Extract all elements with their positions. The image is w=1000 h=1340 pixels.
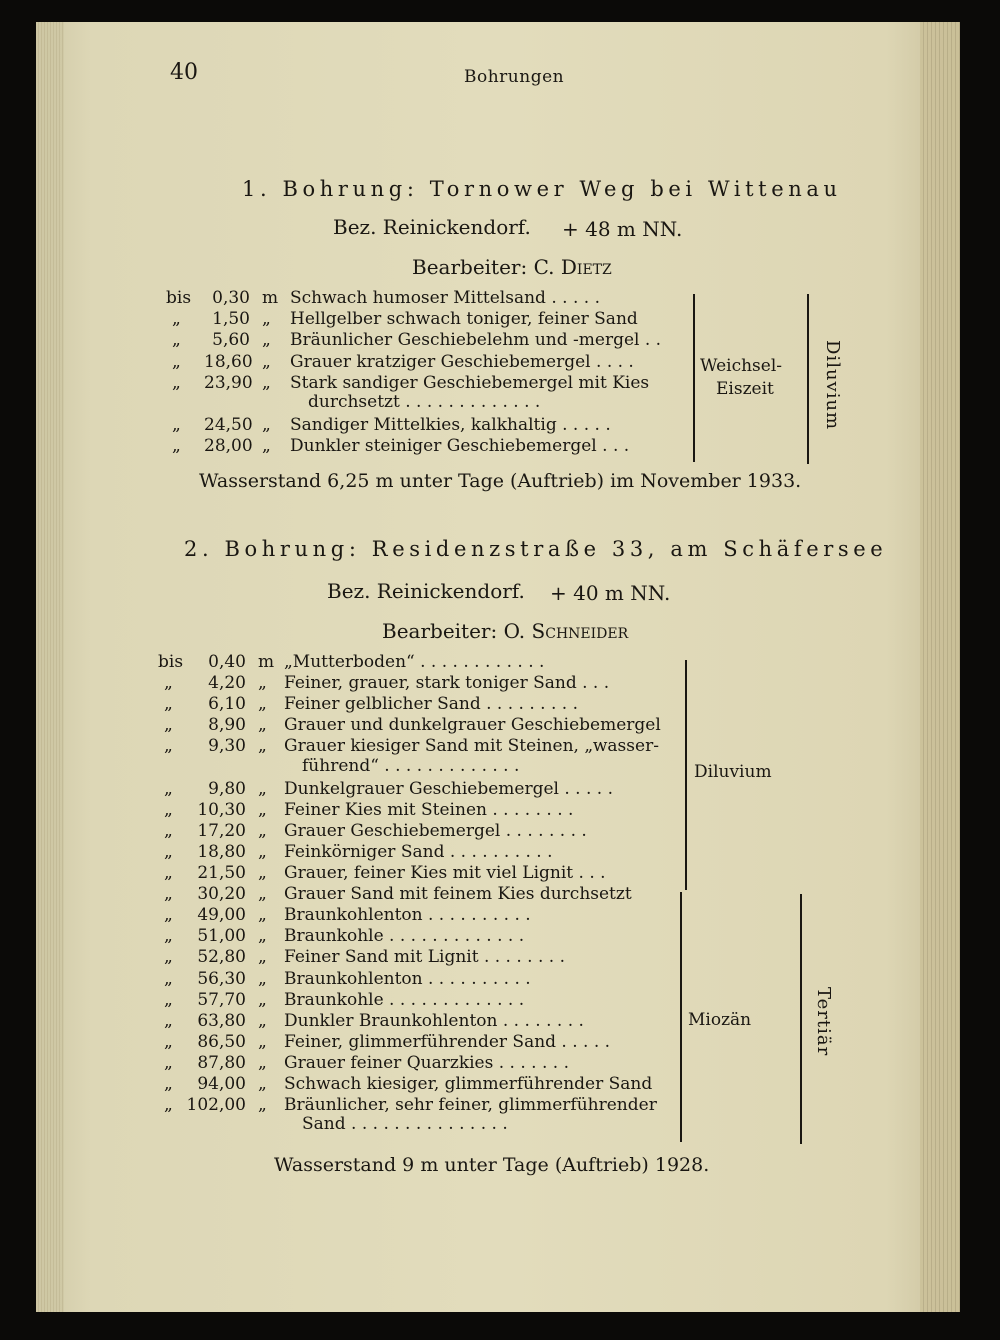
layer-row (158, 842, 688, 863)
depth-unit: „ (258, 820, 267, 841)
depth-unit: „ (258, 841, 267, 862)
bracket-weichsel (693, 294, 695, 462)
borehole-1-editor (412, 255, 612, 279)
depth-prefix: „ (164, 947, 173, 968)
layer-description: Grauer, feiner Kies mit viel Lignit . . . (284, 863, 606, 883)
book-page (36, 22, 960, 1312)
borehole-2-district: Bez. Reinickendorf. (327, 579, 525, 603)
layer-description: Hellgelber schwach toniger, feiner Sand (290, 309, 638, 330)
depth-unit: m (262, 288, 279, 308)
depth-unit: „ (258, 905, 267, 926)
depth-unit: m (258, 652, 275, 672)
depth-prefix: „ (164, 989, 173, 1010)
bracket-miozaen (680, 892, 682, 1142)
layer-description: „Mutterboden“ . . . . . . . . . . . . (284, 652, 545, 672)
layer-description: Braunkohlenton . . . . . . . . . . (284, 905, 531, 926)
depth-unit: „ (258, 926, 267, 947)
depth-value: 52,80 (197, 947, 246, 968)
borehole-1-district: Bez. Reinickendorf. (333, 215, 531, 239)
layer-row (166, 309, 696, 330)
layer-row (158, 694, 688, 715)
depth-unit: „ (258, 1052, 267, 1073)
depth-prefix: bis (166, 288, 192, 308)
layer-description: Grauer Sand mit feinem Kies durchsetzt (284, 884, 632, 905)
layer-description: Stark sandiger Geschiebemergel mit Kies (290, 372, 650, 393)
borehole-2-title: 2. Bohrung: Residenzstraße 33, am Schäfersee (184, 537, 888, 561)
editor-name: Dietz (560, 255, 612, 279)
depth-value: 94,00 (197, 1074, 246, 1094)
depth-unit: „ (258, 968, 267, 989)
layer-row (166, 330, 696, 351)
depth-prefix: „ (164, 694, 173, 715)
depth-value: 0,40 (208, 652, 246, 672)
depth-unit: „ (262, 351, 271, 372)
depth-unit: „ (262, 436, 271, 457)
group-label-line-2: Eiszeit (716, 379, 774, 399)
borehole-2-editor (382, 619, 628, 643)
depth-prefix: „ (164, 799, 173, 820)
depth-prefix: „ (164, 820, 173, 841)
depth-prefix: „ (164, 841, 173, 862)
depth-value: 87,80 (197, 1052, 246, 1073)
layer-row (158, 673, 688, 694)
depth-prefix: „ (172, 415, 181, 436)
depth-prefix: „ (172, 309, 181, 330)
depth-value: 102,00 (186, 1095, 246, 1116)
depth-unit: „ (258, 736, 267, 757)
depth-value: 6,10 (208, 694, 246, 715)
depth-prefix: „ (172, 372, 181, 393)
bracket-diluvium (807, 294, 809, 464)
editor-label: Bearbeiter: O. (382, 619, 526, 643)
depth-prefix: „ (172, 351, 181, 372)
layer-description: Braunkohle . . . . . . . . . . . . . (284, 926, 525, 947)
layer-description: Sandiger Mittelkies, kalkhaltig . . . . . (290, 415, 611, 436)
depth-unit: „ (262, 415, 271, 436)
depth-prefix: „ (164, 673, 173, 694)
bracket-diluvium-2 (685, 660, 687, 890)
depth-unit: „ (258, 799, 267, 820)
layer-row (158, 1095, 688, 1116)
layer-description: Feiner Kies mit Steinen . . . . . . . . (284, 799, 574, 820)
depth-prefix: „ (164, 715, 173, 736)
layer-row (158, 652, 688, 673)
depth-prefix: „ (164, 1095, 173, 1116)
layer-row (158, 863, 688, 884)
layer-description: Feiner, glimmerführender Sand . . . . . (284, 1031, 611, 1052)
layer-description: Feiner, grauer, stark toniger Sand . . . (284, 673, 610, 694)
depth-prefix: „ (164, 1074, 173, 1094)
layer-row (158, 779, 688, 800)
depth-unit: „ (262, 330, 271, 351)
depth-value: 63,80 (197, 1010, 246, 1031)
layer-row (158, 715, 688, 736)
layer-description: Bräunlicher Geschiebelehm und -mergel . . (290, 330, 662, 351)
depth-unit: „ (258, 694, 267, 715)
layer-row (158, 990, 688, 1011)
layer-description-continuation: durchsetzt . . . . . . . . . . . . . (308, 392, 541, 412)
layer-description: Schwach humoser Mittelsand . . . . . (290, 288, 600, 308)
layer-row (166, 288, 696, 309)
group-label-miozaen: Miozän (688, 1010, 752, 1030)
layer-description: Dunkelgrauer Geschiebemergel . . . . . (284, 778, 614, 799)
group-label-line-1: Weichsel- (700, 356, 783, 376)
layer-description: Grauer kratziger Geschiebemergel . . . . (290, 351, 634, 372)
page-gutter (36, 22, 64, 1312)
borehole-2-elevation: + 40 m NN. (550, 581, 671, 605)
layer-row (158, 821, 688, 842)
depth-prefix: „ (164, 778, 173, 799)
era-label-tertiaer: Tertiär (813, 987, 834, 1057)
depth-value: 9,30 (208, 736, 246, 757)
depth-value: 51,00 (197, 926, 246, 947)
layer-row (158, 1074, 688, 1095)
layer-description: Feinkörniger Sand . . . . . . . . . . (284, 841, 553, 862)
layer-description: Grauer und dunkelgrauer Geschiebemergel (284, 715, 661, 736)
depth-value: 1,50 (212, 309, 250, 330)
borehole-1-water-level: Wasserstand 6,25 m unter Tage (Auftrieb) im November 1933. (199, 470, 802, 492)
depth-value: 23,90 (204, 372, 253, 393)
layer-row (158, 800, 688, 821)
depth-unit: „ (258, 884, 267, 905)
group-label-diluvium: Diluvium (694, 762, 772, 782)
borehole-1-elevation: + 48 m NN. (562, 217, 683, 241)
depth-value: 18,60 (204, 351, 253, 372)
layer-row (158, 1011, 688, 1032)
depth-prefix: „ (172, 330, 181, 351)
depth-unit: „ (258, 1010, 267, 1031)
borehole-2-water-level: Wasserstand 9 m unter Tage (Auftrieb) 1928. (274, 1154, 710, 1176)
page-edge (920, 22, 960, 1312)
depth-value: 49,00 (197, 905, 246, 926)
depth-value: 8,90 (208, 715, 246, 736)
layer-description: Feiner Sand mit Lignit . . . . . . . . (284, 947, 565, 968)
depth-unit: „ (258, 1031, 267, 1052)
layer-description-continuation: Sand . . . . . . . . . . . . . . . (302, 1114, 508, 1135)
running-head: Bohrungen (464, 67, 565, 87)
depth-value: 18,80 (197, 841, 246, 862)
depth-prefix: „ (164, 968, 173, 989)
page-number: 40 (170, 60, 198, 85)
depth-value: 17,20 (197, 820, 246, 841)
editor-name: Schneider (531, 619, 629, 643)
layer-description: Braunkohlenton . . . . . . . . . . (284, 968, 531, 989)
layer-row (158, 969, 688, 990)
depth-prefix: „ (164, 1052, 173, 1073)
editor-label: Bearbeiter: C. (412, 255, 555, 279)
depth-unit: „ (262, 372, 271, 393)
depth-prefix: „ (164, 926, 173, 947)
depth-unit: „ (258, 1095, 267, 1116)
layer-row (158, 1053, 688, 1074)
depth-prefix: „ (172, 436, 181, 457)
depth-value: 86,50 (197, 1031, 246, 1052)
layer-description: Feiner gelblicher Sand . . . . . . . . . (284, 694, 578, 715)
depth-prefix: „ (164, 736, 173, 757)
layer-description: Bräunlicher, sehr feiner, glimmerführender (284, 1095, 657, 1116)
depth-unit: „ (258, 1074, 267, 1094)
depth-value: 28,00 (204, 436, 253, 457)
depth-prefix: „ (164, 863, 173, 883)
depth-value: 24,50 (204, 415, 253, 436)
layer-row (158, 905, 688, 926)
layer-description-continuation: führend“ . . . . . . . . . . . . . (302, 755, 520, 776)
depth-value: 56,30 (197, 968, 246, 989)
depth-prefix: „ (164, 884, 173, 905)
depth-unit: „ (258, 947, 267, 968)
depth-prefix: „ (164, 1031, 173, 1052)
era-label-diluvium: Diluvium (822, 340, 843, 431)
depth-value: 0,30 (212, 288, 250, 308)
layer-description: Braunkohle . . . . . . . . . . . . . (284, 989, 525, 1010)
depth-value: 57,70 (197, 989, 246, 1010)
layer-description: Schwach kiesiger, glimmerführender Sand (284, 1074, 653, 1094)
depth-value: 9,80 (208, 778, 246, 799)
layer-description: Dunkler steiniger Geschiebemergel . . . (290, 436, 630, 457)
layer-row (166, 373, 696, 394)
depth-value: 4,20 (208, 673, 246, 694)
depth-unit: „ (258, 715, 267, 736)
depth-unit: „ (258, 989, 267, 1010)
layer-description: Grauer kiesiger Sand mit Steinen, „wasser- (284, 736, 659, 757)
layer-row (166, 415, 696, 436)
layer-row (158, 884, 688, 905)
layer-row (158, 947, 688, 968)
depth-unit: „ (258, 673, 267, 694)
depth-value: 10,30 (197, 799, 246, 820)
depth-unit: „ (258, 863, 267, 883)
depth-value: 5,60 (212, 330, 250, 351)
layer-description: Dunkler Braunkohlenton . . . . . . . . (284, 1010, 584, 1031)
borehole-1-title: 1. Bohrung: Tornower Weg bei Wittenau (242, 177, 842, 201)
depth-prefix: „ (164, 1010, 173, 1031)
depth-prefix: „ (164, 905, 173, 926)
layer-row (158, 736, 688, 757)
layer-row (166, 352, 696, 373)
depth-value: 30,20 (197, 884, 246, 905)
layer-description: Grauer feiner Quarzkies . . . . . . . (284, 1052, 569, 1073)
depth-prefix: bis (158, 652, 184, 672)
layer-row (158, 926, 688, 947)
bracket-tertiaer (800, 894, 802, 1144)
depth-value: 21,50 (197, 863, 246, 883)
layer-row (158, 1032, 688, 1053)
layer-description: Grauer Geschiebemergel . . . . . . . . (284, 820, 587, 841)
layer-row (166, 436, 696, 457)
depth-unit: „ (262, 309, 271, 330)
depth-unit: „ (258, 778, 267, 799)
